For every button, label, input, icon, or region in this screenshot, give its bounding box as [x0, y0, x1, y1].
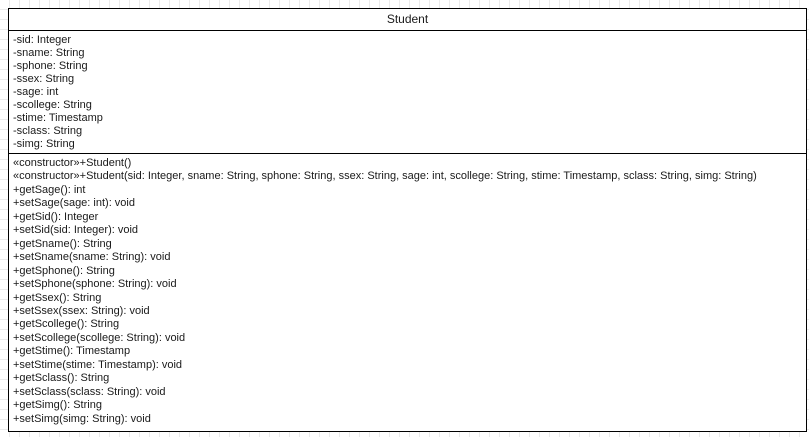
method-row: +getSname(): String — [13, 237, 112, 250]
class-title: Student — [9, 9, 806, 31]
method-row: +setSsex(ssex: String): void — [13, 304, 150, 317]
attribute-row: -sphone: String — [13, 60, 88, 72]
method-row: +setSid(sid: Integer): void — [13, 224, 139, 237]
method-row: +getSage(): int — [13, 183, 86, 196]
method-row: «constructor»+Student() — [13, 157, 132, 169]
attribute-row: -ssex: String — [13, 73, 75, 85]
attribute-row: -sid: Integer — [13, 34, 72, 46]
attribute-row: -scollege: String — [13, 99, 92, 111]
method-row: +getSclass(): String — [13, 372, 110, 385]
class-attributes-section — [9, 31, 806, 154]
uml-class-student[interactable] — [8, 8, 807, 432]
method-row: +getScollege(): String — [13, 318, 120, 331]
method-row: +setSname(sname: String): void — [13, 251, 171, 264]
method-row: +setScollege(scollege: String): void — [13, 331, 186, 344]
attribute-row: -simg: String — [13, 138, 75, 150]
attribute-row: -sname: String — [13, 47, 85, 59]
method-row: +setSage(sage: int): void — [13, 197, 135, 210]
method-row: +setStime(stime: Timestamp): void — [13, 358, 183, 371]
method-row: +setSphone(sphone: String): void — [13, 278, 177, 291]
class-methods-section — [9, 154, 806, 431]
method-row: +getStime(): Timestamp — [13, 345, 131, 358]
method-row: +getSphone(): String — [13, 264, 115, 277]
method-row: +setSclass(sclass: String): void — [13, 385, 166, 398]
method-row: +setSimg(simg: String): void — [13, 412, 151, 425]
attribute-row: -sclass: String — [13, 125, 83, 137]
method-row: +getSimg(): String — [13, 399, 102, 412]
method-row: +getSsex(): String — [13, 291, 102, 304]
attribute-row: -sage: int — [13, 86, 59, 98]
attribute-row: -stime: Timestamp — [13, 112, 103, 124]
method-row: +getSid(): Integer — [13, 210, 99, 223]
method-row: «constructor»+Student(sid: Integer, sname: String, sphone: String, ssex: String, sage: int, scollege: String, stime: Timestamp, sclass: String, simg: String) — [13, 170, 757, 183]
